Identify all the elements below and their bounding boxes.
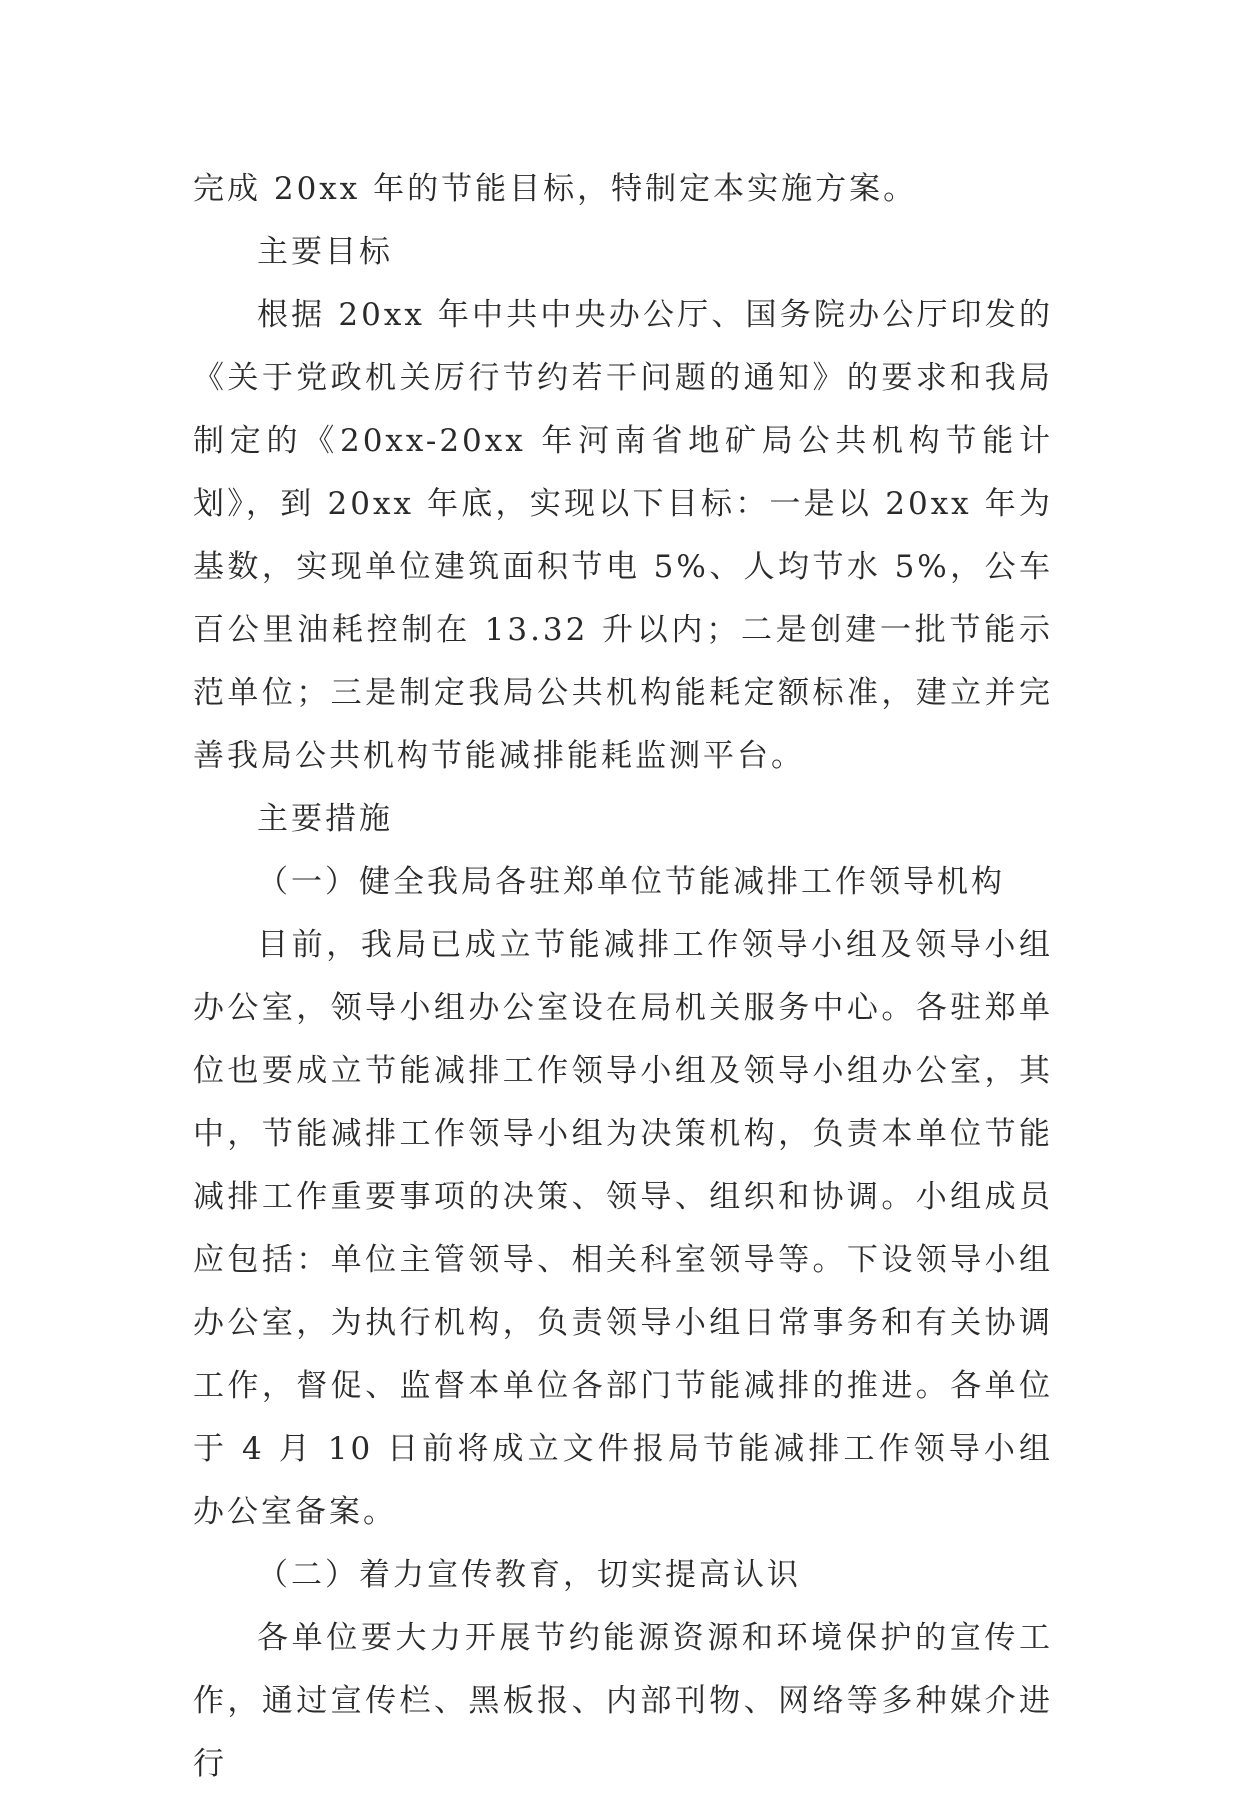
heading-main-measures: 主要措施 [257,801,393,837]
paragraph-measure-1: 目前，我局已成立节能减排工作领导小组及领导小组办公室，领导小组办公室设在局机关服务中心。各驻郑单位也要成立节能减排工作领导小组及领导小组办公室，其中，节能减排工作领导小组为决策机构，负责本单位节能减排工作重要事项的决策、领导、组织和协调。小组成员应包括：单位主管领导、相关科室领导等。下设领导小组办公室，为执行机构，负责领导小组日常事务和有关协调工作，督促、监督本单位各部门节能减排的推进。各单位于 4 月 10 日前将成立文件报局节能减排工作领导小组办公室备案。 [193,927,1053,1530]
heading-main-goals: 主要目标 [257,234,393,270]
paragraph-continuation: 完成 20xx 年的节能目标，特制定本实施方案。 [193,171,918,207]
document-body [193,158,1053,1796]
subheading-measure-1: （一）健全我局各驻郑单位节能减排工作领导机构 [257,864,1005,900]
paragraph-measure-2: 各单位要大力开展节约能源资源和环境保护的宣传工作，通过宣传栏、黑板报、内部刊物、网络等多种媒介进行 [193,1620,1053,1782]
paragraph-goals: 根据 20xx 年中共中央办公厅、国务院办公厅印发的《关于党政机关厉行节约若干问题的通知》的要求和我局制定的《20xx-20xx 年河南省地矿局公共机构节能计划》，到 20xx 年底，实现以下目标：一是以 20xx 年为基数，实现单位建筑面积节电 5%、人均节水 5%，公车百公里油耗控制在 13.32 升以内；二是创建一批节能示范单位；三是制定我局公共机构能耗定额标准，建立并完善我局公共机构节能减排能耗监测平台。 [193,297,1053,774]
subheading-measure-2: （二）着力宣传教育，切实提高认识 [257,1557,801,1593]
